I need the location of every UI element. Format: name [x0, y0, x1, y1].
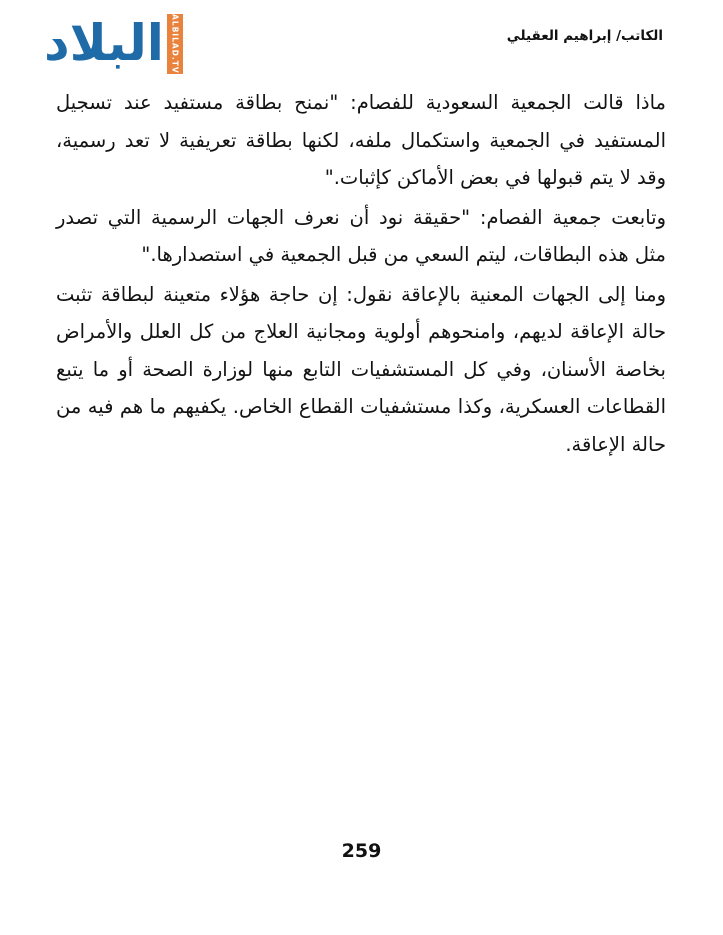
albilad-logo: [44, 10, 183, 74]
article-body: [56, 84, 666, 465]
logo-orange-strip: [167, 14, 183, 74]
page-number: 259: [341, 840, 382, 862]
paragraph-2: وتابعت جمعية الفصام: "حقيقة نود أن نعرف الجهات الرسمية التي تصدر مثل هذه البطاقات، ليتم السعي من قبل الجمعية في استصدارها.": [56, 205, 666, 266]
paragraph-1: ماذا قالت الجمعية السعودية للفصام: "نمنح بطاقة مستفيد عند تسجيل المستفيد في الجمعية واستكمال ملفه، لكنها بطاقة تعريفية لا تعد رسمية، وقد لا يتم قبولها في بعض الأماكن كإثبات.": [56, 91, 666, 189]
author-byline: الكاتب/ إبراهيم العقيلي: [506, 28, 663, 44]
paragraph-3: ومنا إلى الجهات المعنية بالإعاقة نقول: إن حاجة هؤلاء متعينة لبطاقة تثبت حالة الإعاقة لديهم، وامنحوهم أولوية ومجانية العلاج من كل العلل والأمراض بخاصة الأسنان، وفي كل المستشفيات التابع منها لوزارة الصحة أو ما يتبع القطاعات العسكرية، وكذا مستشفيات القطاع الخاص. يكفيهم ما هم فيه من حالة الإعاقة.: [56, 282, 666, 456]
logo-latin-wordmark: ALBILAD.TV: [170, 14, 180, 74]
logo-arabic-wordmark: البلاد: [44, 14, 164, 72]
